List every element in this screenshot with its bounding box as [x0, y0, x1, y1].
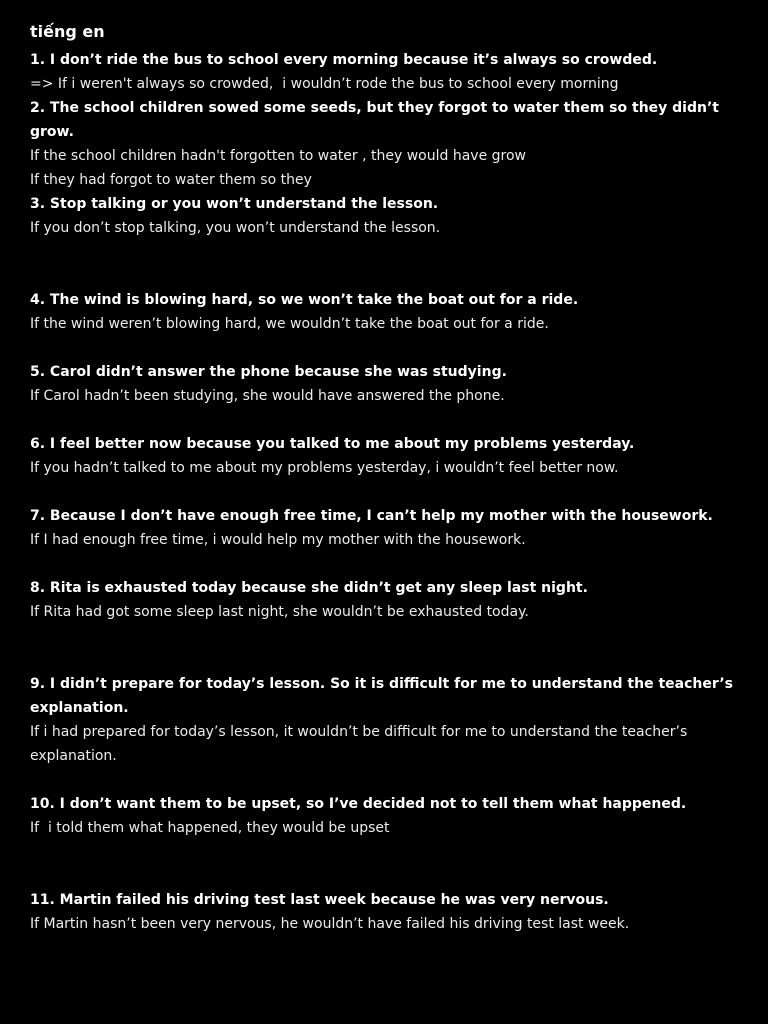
question-3: 3. Stop talking or you won’t understand the lesson.	[30, 196, 439, 212]
answer-9: If i had prepared for today’s lesson, it wouldn’t be difficult for me to understand the teacher’s explanation.	[30, 724, 692, 764]
answer-10: If i told them what happened, they would be upset	[30, 820, 390, 836]
blank-line	[30, 336, 755, 360]
blank-line	[30, 552, 755, 576]
answer-2b: If they had forgot to water them so they	[30, 172, 312, 188]
blank-lines	[30, 240, 755, 288]
question-11: 11. Martin failed his driving test last week because he was very nervous.	[30, 892, 609, 908]
blank-lines	[30, 624, 755, 672]
question-9: 9. I didn’t prepare for today’s lesson. So it is difficult for me to understand the teacher’s explanation.	[30, 676, 738, 716]
answer-3: If you don’t stop talking, you won’t understand the lesson.	[30, 220, 441, 236]
question-2: 2. The school children sowed some seeds, but they forgot to water them so they didn’t grow.	[30, 100, 724, 140]
note-title: tiếng en	[30, 22, 105, 41]
blank-lines	[30, 840, 755, 888]
answer-4: If the wind weren’t blowing hard, we wouldn’t take the boat out for a ride.	[30, 316, 549, 332]
question-10: 10. I don’t want them to be upset, so I’ve decided not to tell them what happened.	[30, 796, 687, 812]
note-body[interactable]	[30, 20, 755, 936]
blank-line	[30, 768, 755, 792]
question-1: 1. I don’t ride the bus to school every morning because it’s always so crowded.	[30, 52, 658, 68]
answer-11: If Martin hasn’t been very nervous, he wouldn’t have failed his driving test last week.	[30, 916, 630, 932]
question-6: 6. I feel better now because you talked to me about my problems yesterday.	[30, 436, 635, 452]
question-8: 8. Rita is exhausted today because she didn’t get any sleep last night.	[30, 580, 588, 596]
answer-6: If you hadn’t talked to me about my problems yesterday, i wouldn’t feel better now.	[30, 460, 619, 476]
answer-5: If Carol hadn’t been studying, she would have answered the phone.	[30, 388, 505, 404]
answer-7: If I had enough free time, i would help my mother with the housework.	[30, 532, 526, 548]
blank-line	[30, 480, 755, 504]
answer-1: => If i weren't always so crowded, i wouldn’t rode the bus to school every morning	[30, 76, 619, 92]
question-4: 4. The wind is blowing hard, so we won’t take the boat out for a ride.	[30, 292, 579, 308]
question-5: 5. Carol didn’t answer the phone because she was studying.	[30, 364, 507, 380]
answer-8: If Rita had got some sleep last night, she wouldn’t be exhausted today.	[30, 604, 529, 620]
answer-2a: If the school children hadn't forgotten to water , they would have grow	[30, 148, 526, 164]
blank-line	[30, 408, 755, 432]
question-7: 7. Because I don’t have enough free time, I can’t help my mother with the housework.	[30, 508, 713, 524]
